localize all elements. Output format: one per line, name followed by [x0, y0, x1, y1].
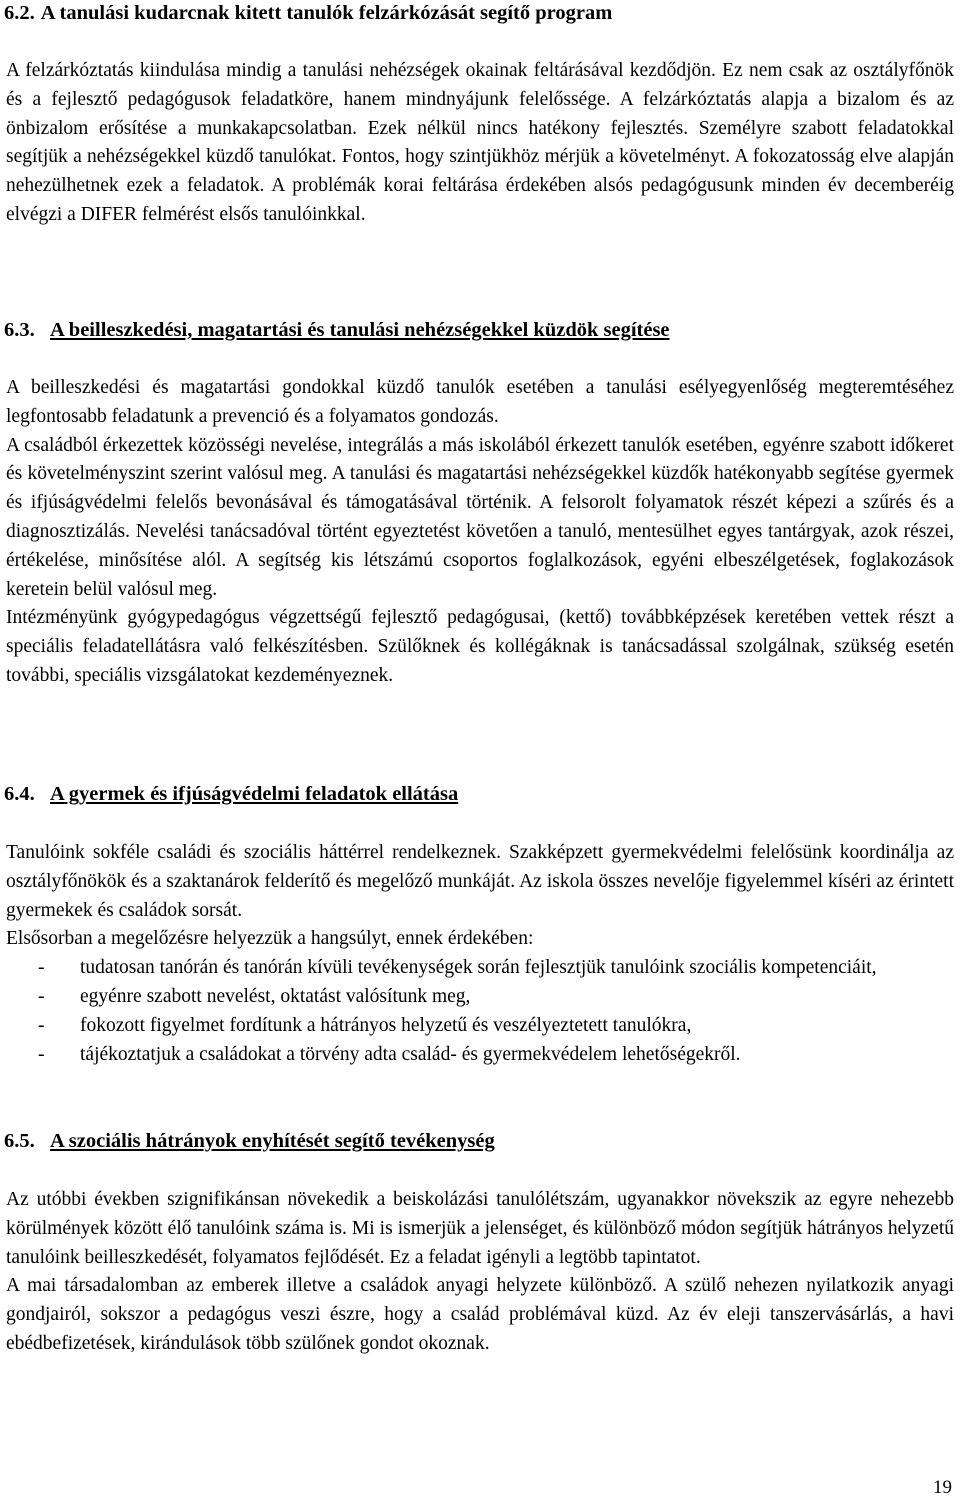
paragraph: A mai társadalomban az emberek illetve a családok anyagi helyzete különböző. A szülő nehezen nyilatkozik anyagi gondjairól, sokszor a pedagógus veszi észre, hogy a család problémával küzd. Az év eleji tanszervásárlás, a havi ebédbefizetések, kirándulások több szülőnek gondot okoznak. [6, 1275, 954, 1354]
paragraph: Intézményünk gyógypedagógus végzettségű fejlesztő pedagógusai, (kettő) továbbképzések keretében vettek részt a speciális feladatellátásra való felkészítésben. Szülőknek és kollégáknak is tanácsadással szolgálnak, szükség esetén további, speciális vizsgálatokat kezdeményeznek. [6, 607, 954, 686]
list-item [6, 1012, 954, 1041]
list-item-text: egyénre szabott nevelést, oktatást valósítunk meg, [80, 985, 471, 1007]
paragraph: Az utóbbi években szignifikánsan növekedik a beiskolázási tanulólétszám, ugyanakkor növekszik az egyre nehezebb körülmények között élő tanulóink száma is. Mi is ismerjük a jelenséget, és különböző módon segítjük hátrányos helyzetű tanulóink beilleszkedését, folyamatos fejlődését. Ez a feladat igényli a legtöbb tapintatot. [6, 1189, 954, 1268]
list-item-text: fokozott figyelmet fordítunk a hátrányos helyzetű és veszélyeztetett tanulókra, [80, 1014, 692, 1036]
section-body-6-5 [6, 1186, 954, 1359]
section-number: 6.4. [4, 783, 35, 805]
section-title: A tanulási kudarcnak kitett tanulók felzárkózását segítő program [40, 2, 613, 24]
list-marker: - [38, 1043, 45, 1065]
paragraph: A beilleszkedési és magatartási gondokkal küzdő tanulók esetében a tanulási esélyegyenlőség megteremtéséhez legfontosabb feladatunk a prevenció és a folyamatos gondozás. [6, 377, 954, 427]
paragraph: A családból érkezettek közösségi nevelése, integrálás a más iskolából érkezett tanulók esetében, egyénre szabott időkeret és követelményszint szerint valósul meg. A tanulási és magatartási nehézségekkel küzdők hatékonyabb segítése gyermek és ifjúságvédelmi felelős bevonásával és támogatásával történik. A felsorolt folyamatok részét képezi a szűrés és a diagnosztizálás. Nevelési tanácsadóval történt egyeztetést követően a tanuló, mentesülhet egyes tantárgyak, azok részei, értékelése, minősítése alól. A segítség kis létszámú csoportos foglalkozások, egyéni elbeszélgetések, foglakozások keretein belül valósul meg. [6, 434, 954, 600]
paragraph: A felzárkóztatás kiindulása mindig a tanulási nehézségek okainak feltárásával kezdődjön. Ez nem csak az osztályfőnök és a fejlesztő pedagógusok feladatköre, hanem mindnyájunk felelőssége. A felzárkóztatás alapja a bizalom és az önbizalom erősítése a munkakapcsolatban. Ezek nélkül nincs hatékony fejlesztés. Személyre szabott feladatokkal segítjük a nehézségekkel küzdő tanulókat. Fontos, hogy szintjükhöz mérjük a követelményt. A fokozatosság elve alapján nehezülhetnek ezek a feladatok. A problémák korai feltárása érdekében alsós pedagógusunk minden év decemberéig elvégzi a DIFER felmérést elsős tanulóinkkal. [6, 60, 954, 225]
section-number: 6.2. [4, 2, 35, 24]
list-marker: - [38, 985, 45, 1007]
list-item [6, 1041, 954, 1070]
section-body-6-2 [6, 57, 954, 230]
measures-list [6, 954, 954, 1069]
section-heading-6-3 [4, 316, 956, 344]
section-body-6-3 [6, 374, 954, 691]
section-heading-6-4 [4, 780, 956, 808]
list-item-text: tudatosan tanórán és tanórán kívüli tevékenységek során fejlesztjük tanulóink szociális kompetenciáit, [80, 957, 877, 979]
list-item [6, 954, 954, 983]
section-body-6-4 [6, 839, 954, 1069]
section-heading-6-5 [4, 1127, 956, 1155]
section-number: 6.3. [4, 319, 35, 341]
section-title: A beilleszkedési, magatartási és tanulási nehézségekkel küzdök segítése [50, 319, 670, 341]
list-item-text: tájékoztatjuk a családokat a törvény adta család- és gyermekvédelem lehetőségekről. [80, 1043, 741, 1065]
list-item [6, 983, 954, 1012]
section-number: 6.5. [4, 1130, 35, 1152]
paragraph: Elsősorban a megelőzésre helyezzük a hangsúlyt, ennek érdekében: [6, 928, 534, 950]
list-marker: - [38, 957, 45, 979]
section-title: A gyermek és ifjúságvédelmi feladatok ellátása [50, 783, 459, 805]
list-marker: - [38, 1014, 45, 1036]
page-number: 19 [933, 1477, 952, 1498]
paragraph: Tanulóink sokféle családi és szociális háttérrel rendelkeznek. Szakképzett gyermekvédelmi felelősünk koordinálja az osztályfőnökök és a szaktanárok felderítő és megelőző munkáját. Az iskola összes nevelője figyelemmel kíséri az érintett gyermekek és családok sorsát. [6, 842, 954, 921]
section-title: A szociális hátrányok enyhítését segítő tevékenység [50, 1130, 495, 1152]
section-heading-6-2 [4, 0, 956, 27]
